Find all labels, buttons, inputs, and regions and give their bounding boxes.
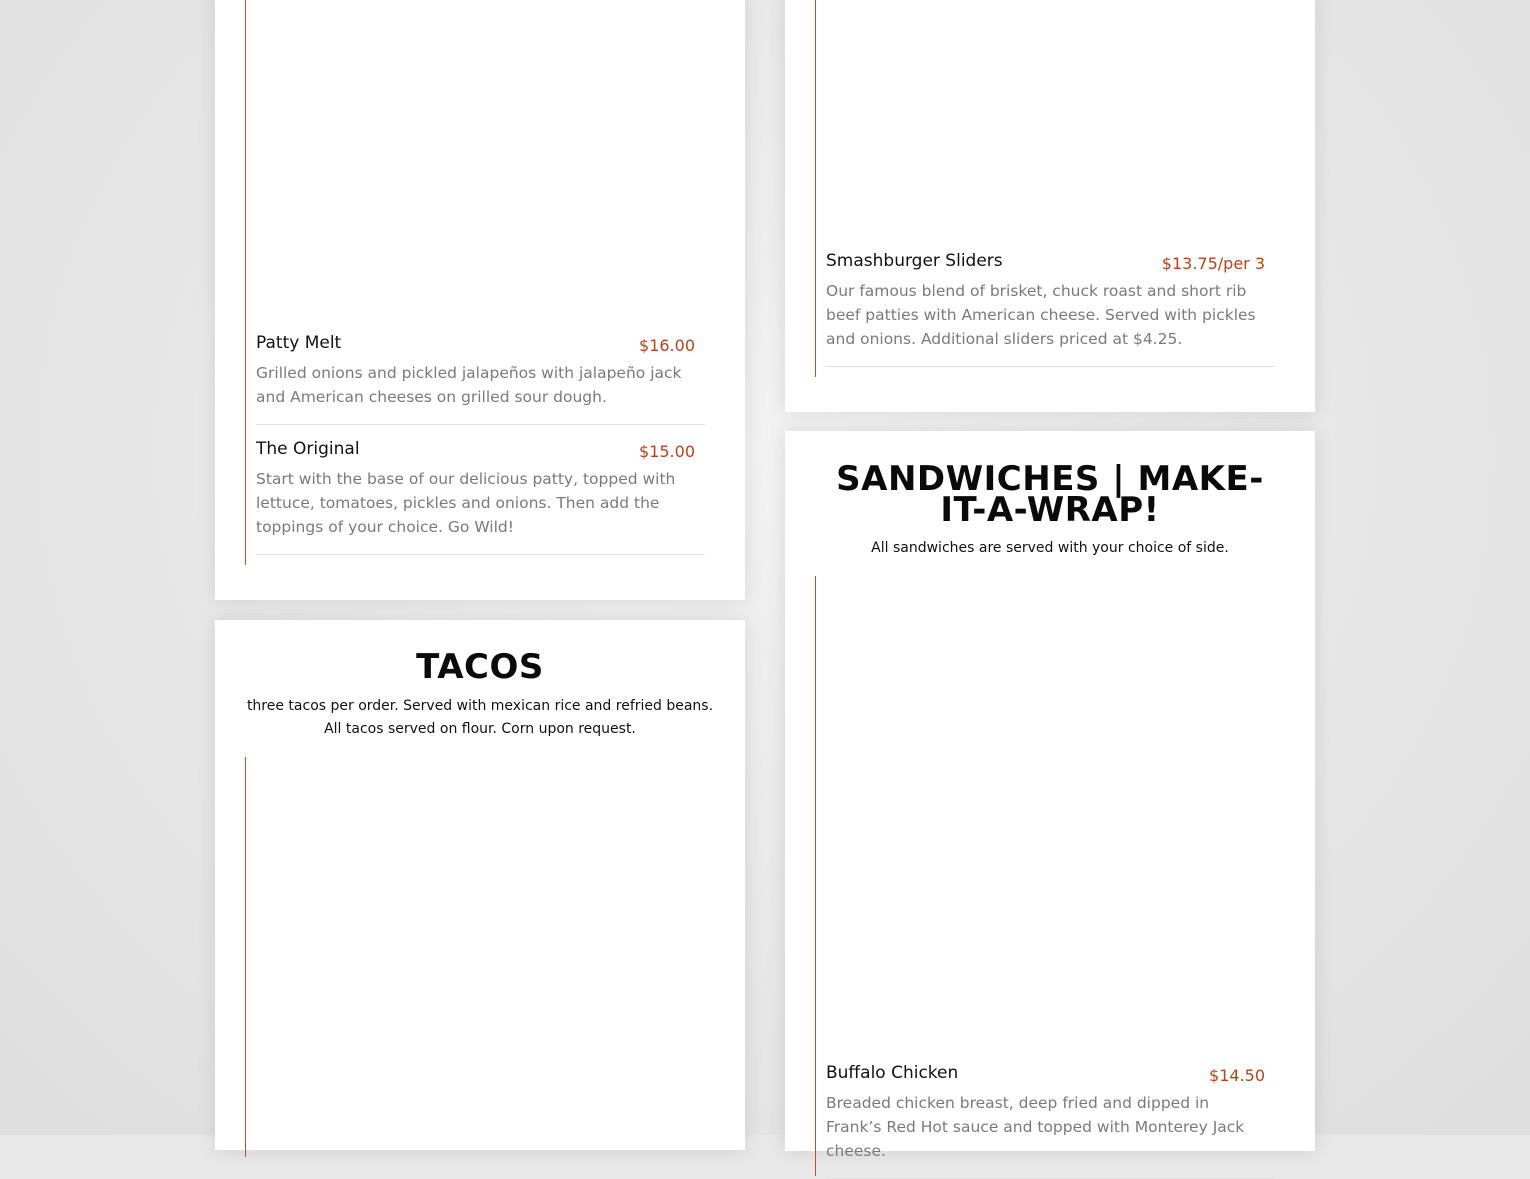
menu-item-price: $13.75/per 3 [1161,254,1265,273]
menu-card-sandwiches [785,431,1315,1160]
menu-item [256,333,705,425]
menu-item-description: Breaded chicken breast, deep fried and dipped in Frank’s Red Hot sauce and topped with Monterey Jack cheese. [826,1094,1245,1160]
menu-items-list [815,0,1296,377]
menu-item-name: Smashburger Sliders [826,251,1003,271]
menu-item [256,439,705,555]
menu-card-burgers [215,0,745,600]
menu-item-description: Grilled onions and pickled jalapeños with jalapeño jack and American cheeses on grilled sour dough. [256,364,682,406]
menu-item-name: Patty Melt [256,333,342,353]
section-subtitle: All sandwiches are served with your choice of side. [871,540,1229,556]
section-title: TACOS [416,647,544,687]
menu-item-name: The Original [256,439,360,459]
menu-card-sliders [785,0,1315,412]
menu-item-price: $16.00 [639,336,695,355]
menu-item-name: Buffalo Chicken [826,1063,959,1083]
section-title: SANDWICHES | MAKE-IT-A-WRAP! [836,459,1264,530]
menu-item [826,1063,1275,1179]
menu-item-description: Start with the base of our delicious patty, topped with lettuce, tomatoes, pickles and onions. Then add the toppings of your choice. Go Wild! [256,470,676,536]
menu-item [826,251,1275,367]
menu-item-description: Our famous blend of brisket, chuck roast and short rib beef patties with American cheese. Served with pickles and onions. Additional sliders priced at $4.25. [826,282,1256,348]
menu-item-price: $14.50 [1209,1066,1265,1085]
menu-items-list [245,0,726,565]
section-subtitle: three tacos per order. Served with mexican rice and refried beans. All tacos served on flour. Corn upon request. [246,698,714,737]
menu-items-list [815,576,1296,1176]
menu-items-list [245,757,726,1157]
menu-card-tacos [215,620,745,1150]
menu-item-price: $15.00 [639,442,695,461]
